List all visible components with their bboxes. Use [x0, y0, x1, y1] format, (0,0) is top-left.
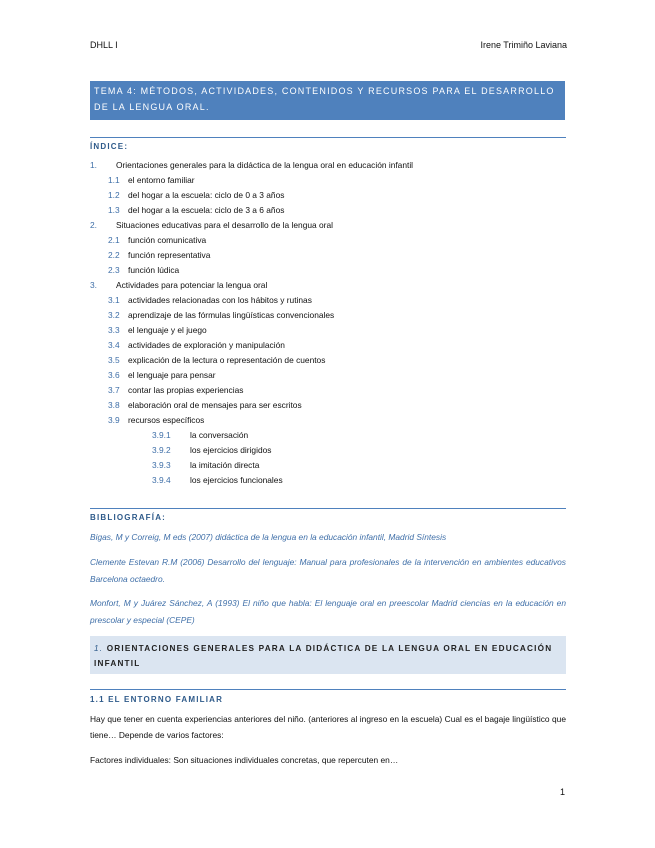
- toc-item-label: elaboración oral de mensajes para ser escritos: [128, 400, 302, 410]
- toc-item-label: la imitación directa: [190, 460, 260, 470]
- toc-item-number: 2.3: [108, 265, 120, 275]
- toc-item[interactable]: [90, 458, 570, 473]
- toc-item[interactable]: [90, 173, 570, 188]
- header-left: DHLL I: [90, 40, 118, 50]
- toc-item-label: del hogar a la escuela: ciclo de 3 a 6 años: [128, 205, 285, 215]
- section-1-number: 1.: [94, 644, 104, 653]
- toc-item-label: función comunicativa: [128, 235, 207, 245]
- toc-item[interactable]: [90, 233, 570, 248]
- table-of-contents: [90, 158, 570, 488]
- toc-item[interactable]: [90, 158, 570, 173]
- toc-item-number: 3.9.4: [152, 475, 171, 485]
- toc-item-label: recursos específicos: [128, 415, 205, 425]
- toc-item-number: 3.6: [108, 370, 120, 380]
- section-1-title: ORIENTACIONES GENERALES PARA LA DIDÁCTICA DE LA LENGUA ORAL EN EDUCACIÓN INFANTIL: [94, 644, 553, 668]
- index-rule: [90, 137, 566, 138]
- bibliography-rule: [90, 508, 566, 509]
- paragraph: Hay que tener en cuenta experiencias anteriores del niño. (anteriores al ingreso en la escuela) Cual es el bagaje lingüístico que tiene… Depende de varios factores:: [90, 714, 566, 740]
- toc-item[interactable]: [90, 308, 570, 323]
- document-title: TEMA 4: MÉTODOS, ACTIVIDADES, CONTENIDOS Y RECURSOS PARA EL DESARROLLO DE LA LENGUA ORAL.: [90, 81, 565, 120]
- toc-item-label: aprendizaje de las fórmulas lingüísticas convencionales: [128, 310, 335, 320]
- toc-item-number: 3.7: [108, 385, 120, 395]
- toc-item-label: explicación de la lectura o representación de cuentos: [128, 355, 326, 365]
- page-number: 1: [559, 787, 565, 797]
- toc-item[interactable]: [90, 293, 570, 308]
- toc-item-label: la conversación: [190, 430, 249, 440]
- toc-item[interactable]: [90, 278, 570, 293]
- toc-item[interactable]: [90, 443, 570, 458]
- toc-item[interactable]: [90, 218, 570, 233]
- toc-item-label: los ejercicios funcionales: [190, 475, 283, 485]
- toc-item[interactable]: [90, 413, 570, 428]
- toc-item-label: el lenguaje y el juego: [128, 325, 207, 335]
- subsection-1-1-heading: 1.1 EL ENTORNO FAMILIAR: [90, 695, 224, 704]
- header-right: Irene Trimiño Laviana: [480, 40, 567, 50]
- toc-item[interactable]: [90, 203, 570, 218]
- toc-item-label: actividades de exploración y manipulación: [128, 340, 285, 350]
- bibliography-heading: BIBLIOGRAFÍA:: [90, 513, 167, 522]
- bibliography-entry: Bigas, M y Correig, M eds (2007) didáctica de la lengua en la educación infantil, Madrid Síntesis: [90, 532, 447, 542]
- toc-item-number: 3.9.3: [152, 460, 171, 470]
- toc-item-number: 1.1: [108, 175, 120, 185]
- toc-item-number: 3.1: [108, 295, 120, 305]
- toc-item-label: Actividades para potenciar la lengua oral: [116, 280, 268, 290]
- toc-item-number: 3.3: [108, 325, 120, 335]
- toc-item[interactable]: [90, 248, 570, 263]
- toc-item-label: del hogar a la escuela: ciclo de 0 a 3 años: [128, 190, 285, 200]
- toc-item[interactable]: [90, 368, 570, 383]
- toc-item[interactable]: [90, 398, 570, 413]
- toc-item-label: Orientaciones generales para la didáctica de la lengua oral en educación infantil: [116, 160, 414, 170]
- toc-item[interactable]: [90, 338, 570, 353]
- bibliography-entry: Monfort, M y Juárez Sánchez, A (1993) El niño que habla: El lenguaje oral en preescolar Madrid ciencias en la educación en prescolar y especial (CEPE): [90, 598, 566, 625]
- toc-item-number: 3.5: [108, 355, 120, 365]
- toc-item-number: 3.2: [108, 310, 120, 320]
- toc-item-label: los ejercicios dirigidos: [190, 445, 272, 455]
- toc-item-label: el entorno familiar: [128, 175, 195, 185]
- toc-item-label: función lúdica: [128, 265, 180, 275]
- toc-item-label: función representativa: [128, 250, 211, 260]
- toc-item-number: 3.: [90, 280, 97, 290]
- toc-item-label: el lenguaje para pensar: [128, 370, 216, 380]
- toc-item[interactable]: [90, 188, 570, 203]
- bibliography-entry: Clemente Estevan R.M (2006) Desarrollo del lenguaje: Manual para profesionales de la intervención en ambientes educativos Barcelona octaedro.: [90, 557, 566, 584]
- toc-item-label: contar las propias experiencias: [128, 385, 244, 395]
- paragraph: Factores individuales: Son situaciones individuales concretas, que repercuten en…: [90, 755, 399, 765]
- toc-item[interactable]: [90, 263, 570, 278]
- toc-item-number: 3.9.1: [152, 430, 171, 440]
- toc-item-number: 2.: [90, 220, 97, 230]
- toc-item-number: 1.2: [108, 190, 120, 200]
- toc-item[interactable]: [90, 353, 570, 368]
- toc-item[interactable]: [90, 428, 570, 443]
- toc-item-number: 3.9: [108, 415, 120, 425]
- subsection-rule: [90, 689, 566, 690]
- toc-item-number: 3.4: [108, 340, 120, 350]
- toc-item-number: 3.8: [108, 400, 120, 410]
- toc-item-label: actividades relacionadas con los hábitos y rutinas: [128, 295, 312, 305]
- toc-item-number: 2.2: [108, 250, 120, 260]
- toc-item-number: 1.: [90, 160, 97, 170]
- toc-item-number: 2.1: [108, 235, 120, 245]
- toc-item-number: 1.3: [108, 205, 120, 215]
- index-heading: ÍNDICE:: [90, 142, 129, 151]
- toc-item-number: 3.9.2: [152, 445, 171, 455]
- section-1-heading: [90, 636, 566, 674]
- toc-item[interactable]: [90, 473, 570, 488]
- toc-item[interactable]: [90, 323, 570, 338]
- toc-item[interactable]: [90, 383, 570, 398]
- toc-item-label: Situaciones educativas para el desarrollo de la lengua oral: [116, 220, 333, 230]
